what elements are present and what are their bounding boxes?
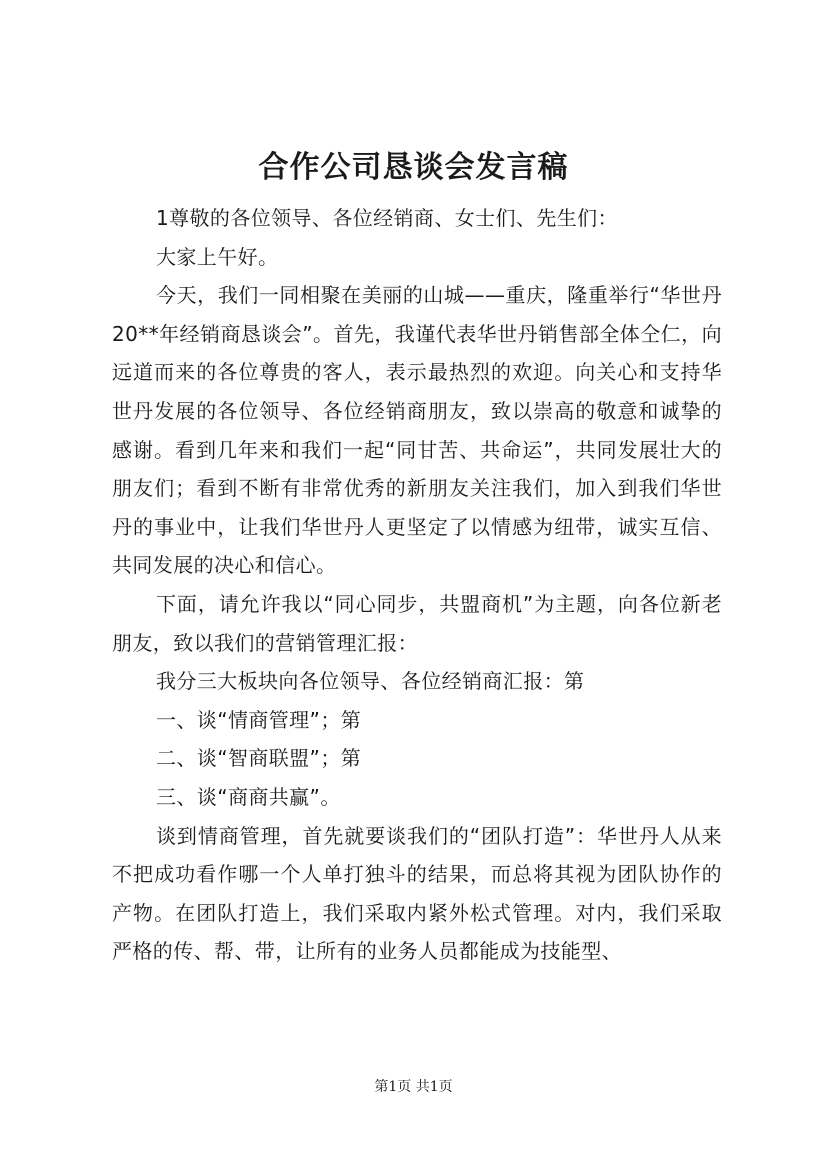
paragraph-theme: 下面，请允许我以“同心同步，共盟商机”为主题，向各位新老朋友，致以我们的营销管理汇报： [112, 591, 722, 655]
paragraph-section-one: 一、谈“情商管理”；第 [156, 707, 362, 732]
paragraph-section-two: 二、谈“智商联盟”；第 [156, 746, 362, 771]
document-title: 合作公司恳谈会发言稿 [258, 150, 569, 185]
paragraph-outline: 我分三大板块向各位领导、各位经销商汇报：第 [156, 669, 585, 694]
paragraph-welcome: 今天，我们一同相聚在美丽的山城——重庆，隆重举行“华世丹20**年经销商恳谈会”。首先，我谨代表华世丹销售部全体仝仁，向远道而来的各位尊贵的客人，表示最热烈的欢迎。向关心和支持华世丹发展的各位领导、各位经销商朋友，致以崇高的敬意和诚挚的感谢。看到几年来和我们一起“同甘苦、共命运”，共同发展壮大的朋友们；看到不断有非常优秀的新朋友关注我们，加入到我们华世丹的事业中，让我们华世丹人更坚定了以情感为纽带，诚实互信、共同发展的决心和信心。 [112, 283, 722, 578]
document-body [112, 199, 722, 971]
paragraph-team-building: 谈到情商管理，首先就要谈我们的“团队打造”：华世丹人从来不把成功看作哪一个人单打独斗的结果，而总将其视为团队协作的产物。在团队打造上，我们采取内紧外松式管理。对内，我们采取严格的传、帮、带，让所有的业务人员都能成为技能型、 [112, 823, 722, 964]
paragraph-salutation: 1尊敬的各位领导、各位经销商、女士们、先生们： [156, 206, 618, 230]
page-footer: 第1页 共1页 [374, 1079, 453, 1095]
paragraph-greeting: 大家上午好。 [156, 244, 279, 269]
paragraph-section-three: 三、谈“商商共赢”。 [156, 784, 341, 809]
